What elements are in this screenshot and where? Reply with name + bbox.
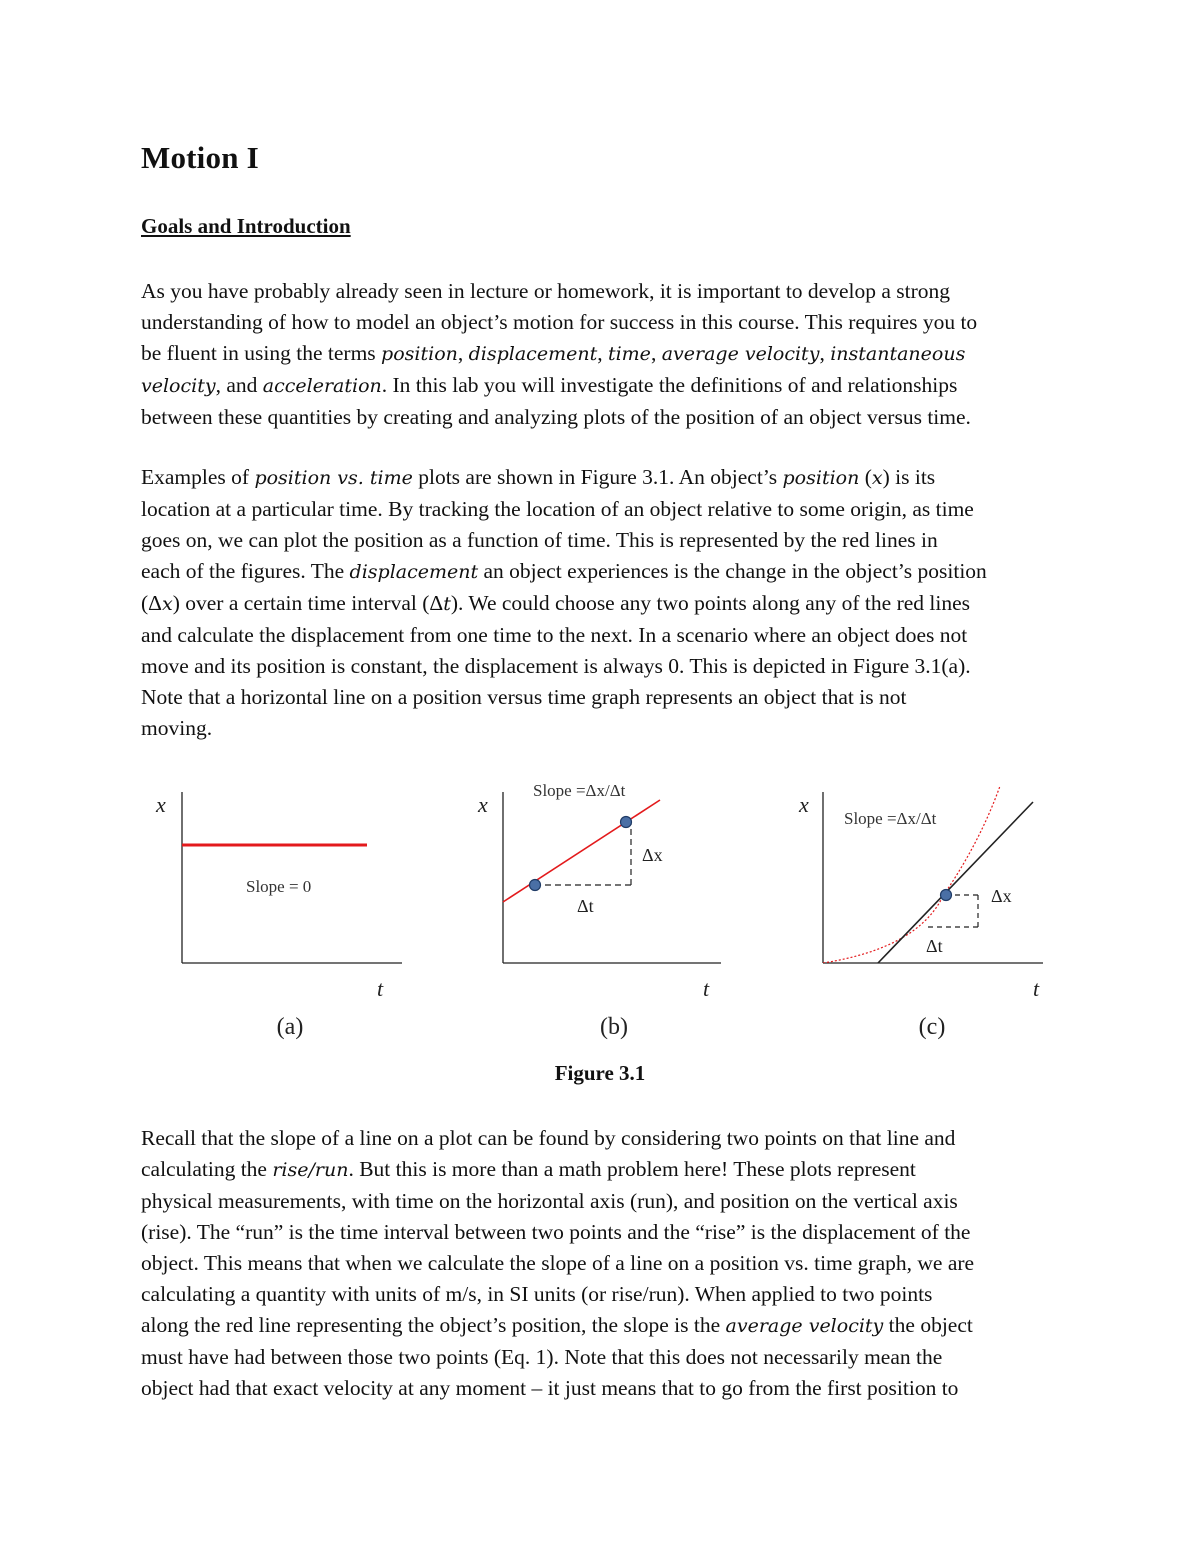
data-point — [530, 880, 541, 891]
text-line: moving. — [141, 716, 213, 740]
text-line: calculating the rise/run. But this is more than a math problem here! These plots represent — [141, 1157, 916, 1181]
x-axis-label: t — [377, 976, 384, 1001]
slope-paragraph — [141, 1123, 1066, 1404]
delta-x-label: Δx — [642, 845, 663, 865]
text-line: along the red line representing the object’s position, the slope is the average velocity the object — [141, 1313, 973, 1337]
panel-c — [798, 786, 1043, 1040]
delta-x-label: Δx — [991, 886, 1012, 906]
text-line: goes on, we can plot the position as a function of time. This is represented by the red lines in — [141, 528, 938, 552]
figure-svg — [140, 770, 1060, 1060]
text-line: Examples of position vs. time plots are shown in Figure 3.1. An object’s position (x) is its — [141, 465, 936, 489]
position-paragraph — [141, 462, 1066, 744]
term-position-vs-time: position vs. time — [254, 467, 413, 489]
text-line: each of the figures. The displacement an object experiences is the change in the object’s position — [141, 559, 987, 583]
text-line: between these quantities by creating and analyzing plots of the position of an object versus time. — [141, 405, 971, 429]
tangent-point — [941, 890, 952, 901]
text-line: (Δx) over a certain time interval (Δt). We could choose any two points along any of the red lines — [141, 591, 971, 615]
intro-paragraph — [141, 276, 1066, 433]
slope-annotation: Slope = 0 — [246, 877, 312, 896]
panel-label: (b) — [600, 1014, 628, 1040]
text-line: physical measurements, with time on the horizontal axis (run), and position on the vertical axis — [141, 1189, 958, 1213]
text-line: calculating a quantity with units of m/s, in SI units (or rise/run). When applied to two points — [141, 1282, 933, 1306]
text-line: must have had between those two points (Eq. 1). Note that this does not necessarily mean the — [141, 1345, 943, 1369]
symbol-x: x — [871, 467, 883, 489]
slope-annotation: Slope =Δx/Δt — [533, 781, 626, 800]
y-axis-label: x — [478, 792, 488, 817]
text-line: Note that a horizontal line on a position versus time graph represents an object that is not — [141, 685, 907, 709]
page-title: Motion I — [141, 140, 259, 175]
term-average-velocity: average velocity — [725, 1315, 884, 1337]
symbol-t: t — [443, 593, 451, 615]
x-axis-label: t — [1033, 976, 1040, 1001]
text-line: object. This means that when we calculate the slope of a line on a position vs. time graph, we are — [141, 1251, 975, 1275]
text-line: (rise). The “run” is the time interval between two points and the “rise” is the displacement of the — [141, 1220, 971, 1244]
figure-3-1 — [140, 770, 1060, 1060]
panel-b — [477, 781, 721, 1040]
panel-a — [155, 792, 402, 1040]
section-heading: Goals and Introduction — [141, 214, 351, 238]
panel-label: (c) — [918, 1014, 946, 1040]
text-line: Recall that the slope of a line on a plot can be found by considering two points on that line and — [141, 1126, 956, 1150]
term-velocity: velocity — [141, 375, 216, 397]
term-average-velocity: average velocity — [661, 343, 820, 365]
term-position: position — [381, 343, 458, 365]
term-acceleration: acceleration — [262, 375, 382, 397]
panel-label: (a) — [276, 1014, 304, 1040]
y-axis-label: x — [799, 792, 809, 817]
text-line: move and its position is constant, the displacement is always 0. This is depicted in Figure 3.1(a). — [141, 654, 971, 678]
term-displacement: displacement — [349, 561, 479, 583]
y-axis-label: x — [156, 792, 166, 817]
text-line: object had that exact velocity at any moment – it just means that to go from the first position to — [141, 1376, 959, 1400]
text-line: velocity, and acceleration. In this lab you will investigate the definitions of and relationships — [141, 373, 958, 397]
delta-t-label: Δt — [577, 896, 594, 916]
term-displacement: displacement — [468, 343, 598, 365]
symbol-x: x — [162, 593, 173, 615]
position-line — [503, 800, 660, 902]
figure-caption: Figure 3.1 — [554, 1061, 646, 1085]
text-line: and calculate the displacement from one time to the next. In a scenario where an object does not — [141, 623, 968, 647]
delta-t-label: Δt — [926, 936, 943, 956]
text-line: As you have probably already seen in lecture or homework, it is important to develop a strong — [141, 279, 951, 303]
text-line: be fluent in using the terms position, displacement, time, average velocity, instantaneous — [141, 341, 966, 365]
text-line: location at a particular time. By tracking the location of an object relative to some origin, as time — [141, 497, 974, 521]
slope-annotation: Slope =Δx/Δt — [844, 809, 937, 828]
term-rise-run: rise/run — [272, 1159, 349, 1181]
term-time: time — [607, 343, 651, 365]
term-instantaneous: instantaneous — [830, 343, 966, 365]
data-point — [621, 817, 632, 828]
x-axis-label: t — [703, 976, 710, 1001]
text-line: understanding of how to model an object’s motion for success in this course. This requires you to — [141, 310, 978, 334]
term-position: position — [782, 467, 860, 489]
